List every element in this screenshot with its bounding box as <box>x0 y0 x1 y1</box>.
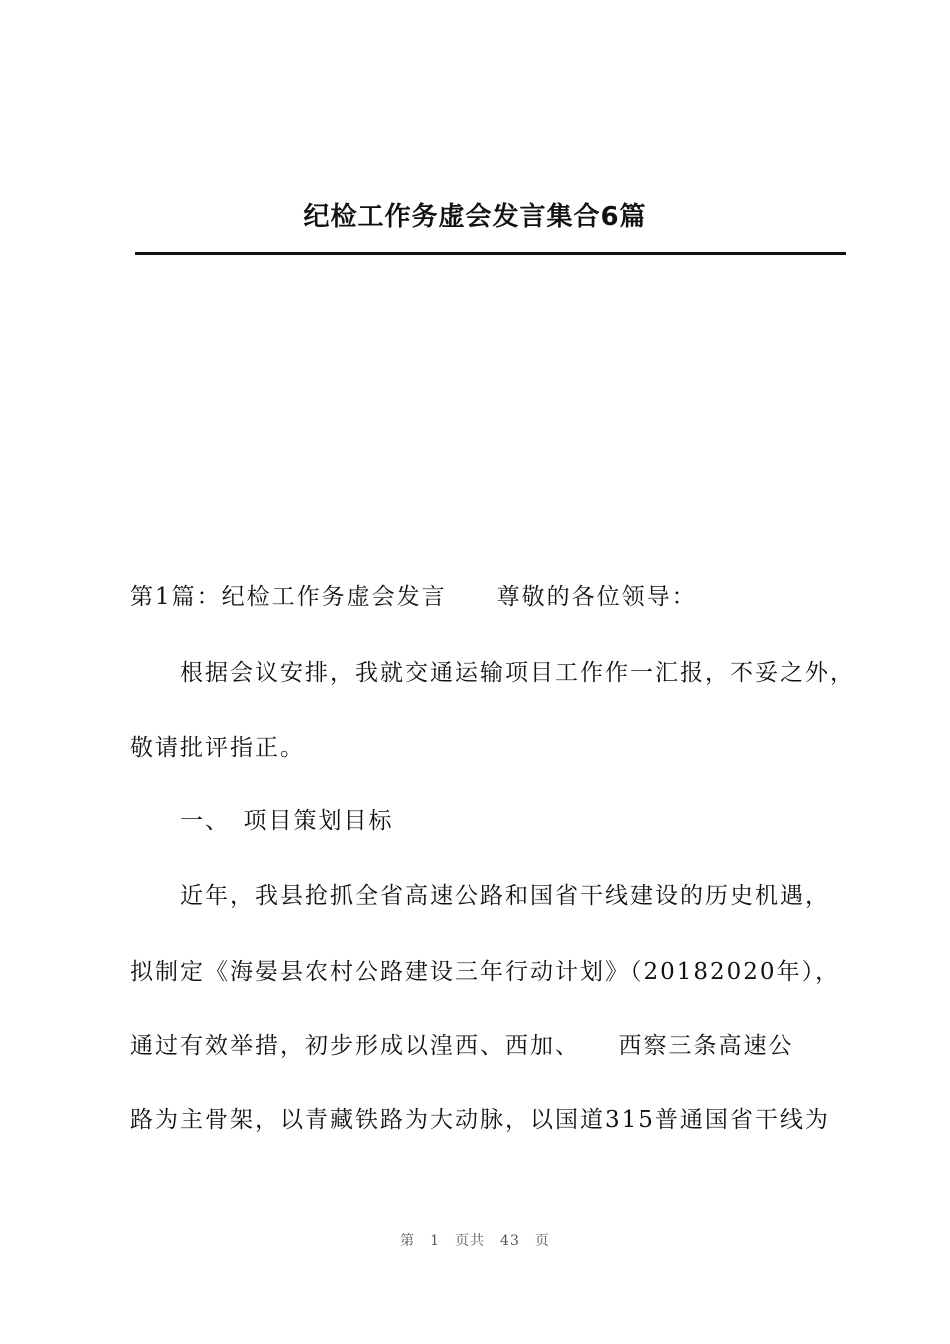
paragraph-line: 根据会议安排，我就交通运输项目工作作一汇报，不妥之外， <box>130 660 855 686</box>
title-underline <box>135 252 846 255</box>
paragraph-line: 敬请批评指正。 <box>130 735 305 761</box>
document-title: 纪检工作务虚会发言集合6篇 <box>303 202 647 232</box>
paragraph-line: 通过有效举措，初步形成以湟西、西加、 西察三条高速公 <box>130 1033 794 1059</box>
paragraph-line: 路为主骨架，以青藏铁路为大动脉，以国道315普通国省干线为 <box>130 1107 830 1133</box>
paragraph-line: 第1篇：纪检工作务虚会发言 尊敬的各位领导： <box>130 584 697 610</box>
paragraph-line: 拟制定《海晏县农村公路建设三年行动计划》（20182020年）， <box>130 959 841 985</box>
page-number-footer: 第 1 页共 43 页 <box>400 1233 550 1249</box>
paragraph-line: 近年，我县抢抓全省高速公路和国省干线建设的历史机遇， <box>130 883 830 909</box>
section-heading: 一、 项目策划目标 <box>130 808 394 834</box>
